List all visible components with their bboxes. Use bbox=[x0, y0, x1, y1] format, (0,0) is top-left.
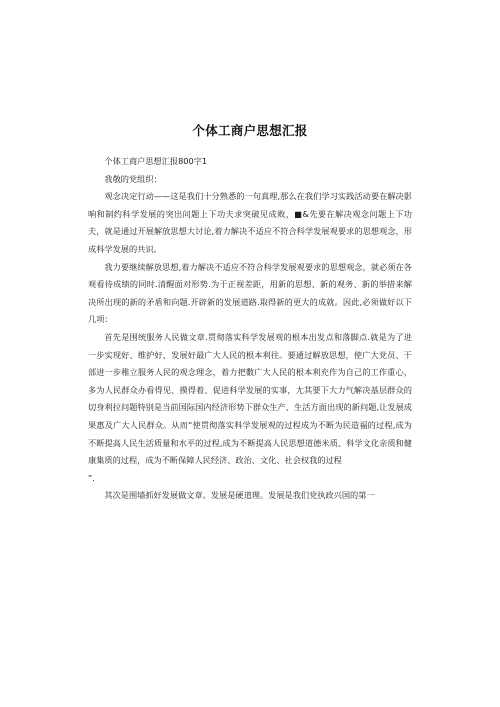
paragraph-subtitle: 个体工商户思想汇报800字1 bbox=[104, 156, 208, 166]
paragraph-3 bbox=[88, 329, 412, 487]
paragraph-salutation: 我敬的党组织： bbox=[104, 173, 162, 184]
document-body bbox=[88, 153, 412, 505]
document-title: 个体工商户思想汇报 bbox=[192, 123, 308, 138]
paragraph-2: 我力要继续解放思想,着力解决不适应不符合科学发展观要求的思想观念，就必须在各观看待成绩的同时.清醒面对形势.为于正视差距，用新的思想、新的观务、新的举措来解决所出现的新的矛盾和向题.开辟新的发展道路.取得新的更大的成就。因此,必须做好以下几项： bbox=[88, 261, 412, 325]
paragraph-3-text: 首先是围统服务人民做文章.贯彻落实科学发展观的根本出发点和落脚点.就是为了进一步实现好、维护好、发展好最广大人民的根本利往。要通过解放思想，使广大党员、干部进一步稚立服务人民的观念理念，着力把數广大人民的根本利充作为自己的工作重心，多为人民群众办看得见、摸得着、促进科学发展的实事，尢其要下大力气解决基层群众的切身利拉问题特别是当前国际国内经济形势下群众生产、生活方面出现的新问题,让发展成果惠及广大人民群众。从而“使贯彻落实科学发展观的过程成为不断为民造福的过程,成为不断提高人民生活质量和水平的过程,成为不断提高人民思想道德米质、科学文化亲质和健康集质的过程，成为不断保障人民经济、政治、文化、社会权我的过程 bbox=[88, 331, 412, 466]
paragraph-1: 观念决定行动——这是我们十分熟悉的一句真理,那么在我们学习实践活动要在解决影响和制约科学发展的突出问题上下功夫求突破见成败，■&先要在解决观念问题上下功夫，就是通过开展解放思想大讨论,着力解决不适应不符合科学发展观要求的思想观念，形成科学发展的共识。 bbox=[88, 191, 412, 254]
paragraph-3-trailing-mark: ”. bbox=[88, 472, 95, 483]
paragraph-4: 其次是围墙抓好发展做文章。发展是硬道理。发展是我们党执政兴国的第一 bbox=[104, 490, 375, 501]
